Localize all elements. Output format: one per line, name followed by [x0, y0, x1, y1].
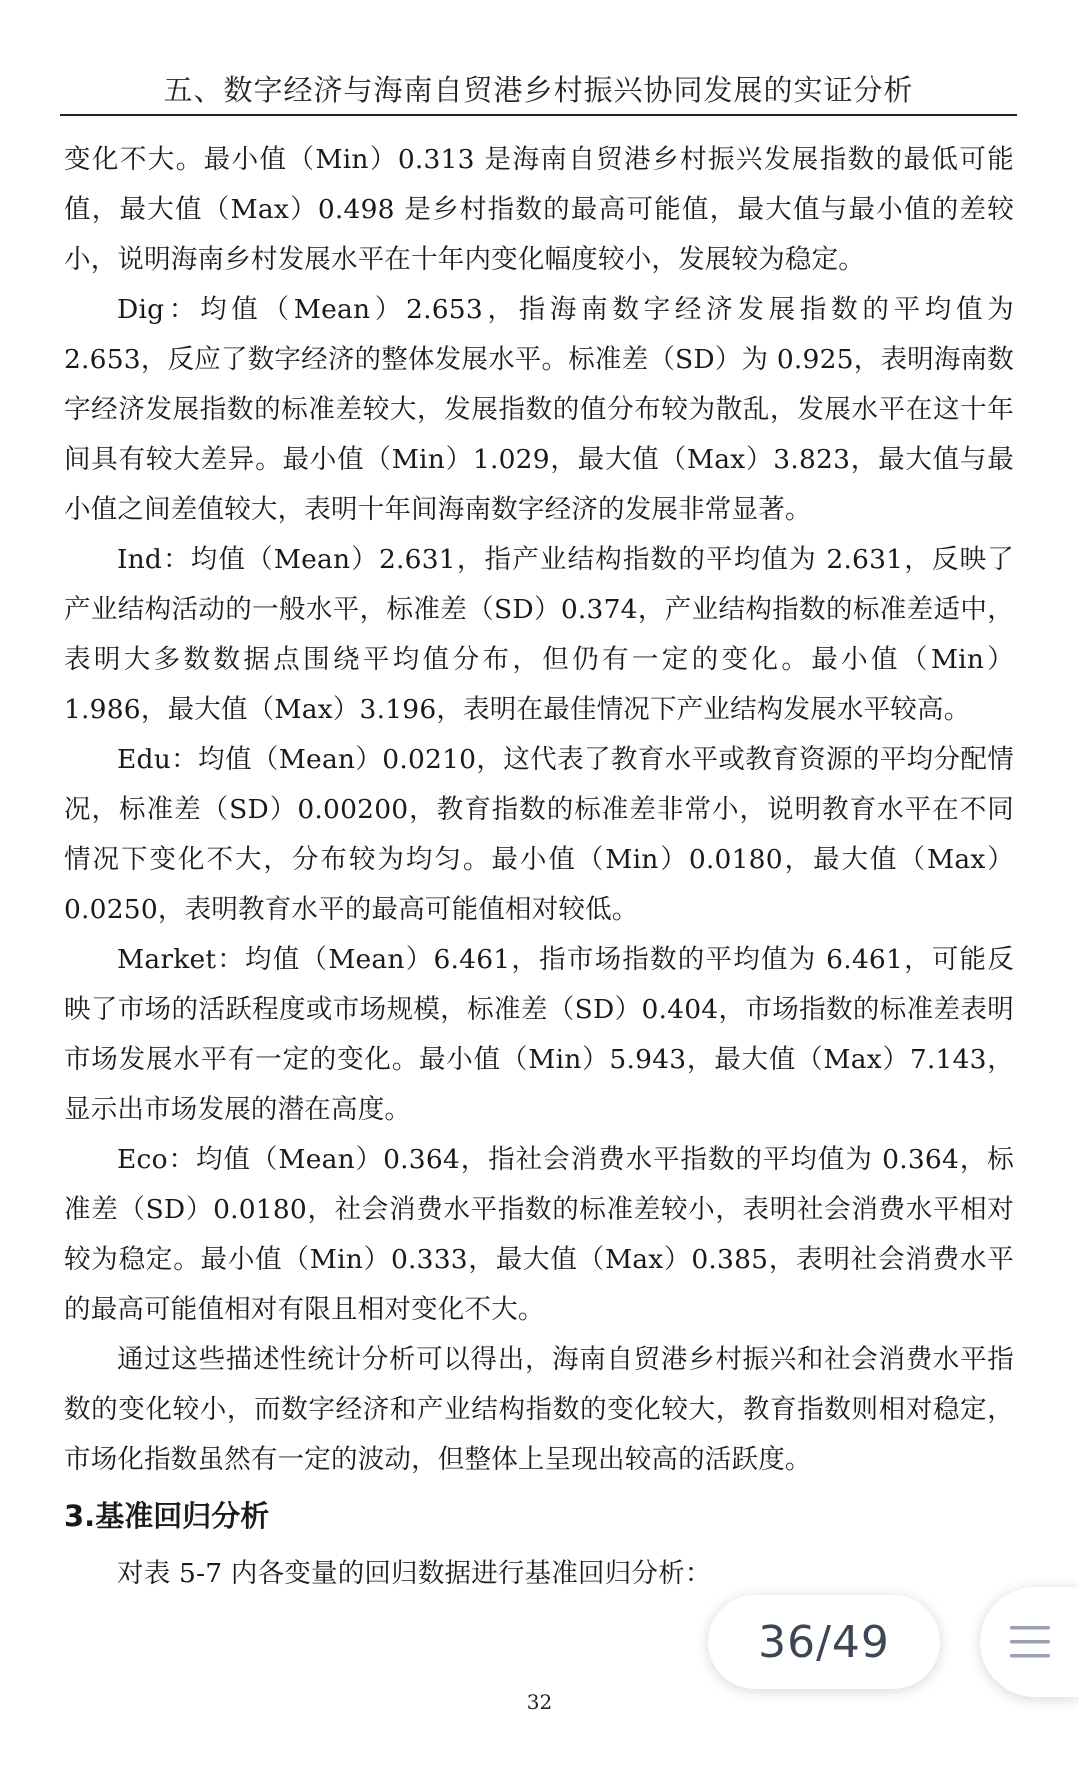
- header-rule: [60, 114, 1017, 116]
- hamburger-menu-icon: [1010, 1624, 1050, 1660]
- paragraph-dig: Dig：均值（Mean）2.653，指海南数字经济发展指数的平均值为 2.653，反应了数字经济的整体发展水平。标准差（SD）为 0.925，表明海南数字经济发展指数的标准差较大，发展指数的值分布较为散乱，发展水平在这十年间具有较大差异。最小值（Min）1.029，最大值（Max）3.823，最大值与最小值之间差值较大，表明十年间海南数字经济的发展非常显著。: [64, 294, 1014, 525]
- page-counter-label: 36/49: [758, 1616, 890, 1668]
- paragraph-ind: Ind：均值（Mean）2.631，指产业结构指数的平均值为 2.631，反映了产业结构活动的一般水平，标准差（SD）0.374，产业结构指数的标准差适中，表明大多数数据点围绕平均值分布，但仍有一定的变化。最小值（Min）1.986，最大值（Max）3.196，表明在最佳情况下产业结构发展水平较高。: [64, 544, 1014, 725]
- menu-button[interactable]: [980, 1587, 1079, 1697]
- paragraph-continuation: 变化不大。最小值（Min）0.313 是海南自贸港乡村振兴发展指数的最低可能值，最大值（Max）0.498 是乡村指数的最高可能值，最大值与最小值的差较小，说明海南乡村发展水平在十年内变化幅度较小，发展较为稳定。: [64, 144, 1014, 275]
- section-heading: 3.基准回归分析: [64, 1499, 270, 1533]
- body-text: [64, 135, 1014, 1599]
- paragraph-summary: 通过这些描述性统计分析可以得出，海南自贸港乡村振兴和社会消费水平指数的变化较小，而数字经济和产业结构指数的变化较大，教育指数则相对稳定，市场化指数虽然有一定的波动，但整体上呈现出较高的活跃度。: [64, 1344, 1014, 1475]
- paragraph-market: Market：均值（Mean）6.461，指市场指数的平均值为 6.461，可能反映了市场的活跃程度或市场规模，标准差（SD）0.404，市场指数的标准差表明市场发展水平有一定的变化。最小值（Min）5.943，最大值（Max）7.143，显示出市场发展的潜在高度。: [64, 944, 1014, 1125]
- running-header: 五、数字经济与海南自贸港乡村振兴协同发展的实证分析: [163, 73, 914, 107]
- paragraph-eco: Eco：均值（Mean）0.364，指社会消费水平指数的平均值为 0.364，标准差（SD）0.0180，社会消费水平指数的标准差较小，表明社会消费水平相对较为稳定。最小值（Min）0.333，最大值（Max）0.385，表明社会消费水平的最高可能值相对有限且相对变化不大。: [64, 1144, 1014, 1325]
- page-counter[interactable]: [708, 1595, 940, 1689]
- section-intro: 对表 5-7 内各变量的回归数据进行基准回归分析：: [117, 1558, 712, 1589]
- page-number: 32: [526, 1690, 553, 1714]
- paragraph-edu: Edu：均值（Mean）0.0210，这代表了教育水平或教育资源的平均分配情况，标准差（SD）0.00200，教育指数的标准差非常小，说明教育水平在不同情况下变化不大，分布较为均匀。最小值（Min）0.0180，最大值（Max）0.0250，表明教育水平的最高可能值相对较低。: [64, 744, 1014, 925]
